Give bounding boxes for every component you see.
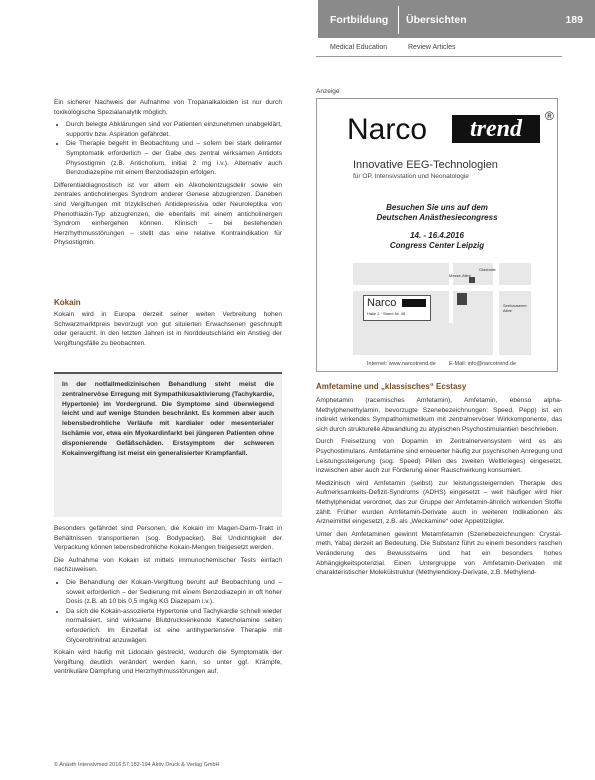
differential-paragraph: Differentialdiagnostisch ist vor allem ein Alkoholentzugsdelir sowie ein zentrales anticholinerges Syndrom anderer Genese abzugrenzen. Daneben sind Vergiftungen mit trizyklischen Antidepressiva oder Neuroleptika von Phenothiazin-Typ abzugrenzen, die ebenfalls mit einem anticholinergen Syndrom einhergehen können. Klinisch – bei bestehenden Herzrhythmusstörungen – stellt das eine relative Kontraindikation für Physostigmin. (54, 181, 282, 247)
ad-visit-line1: Besuchen Sie uns auf dem (386, 203, 488, 212)
logo-badge: trend (452, 115, 540, 143)
narcotrend-logo (347, 109, 554, 149)
right-column (316, 396, 562, 581)
amfetamine-paragraph-3: Medizinisch wird Amfetamin (selbst) zur leistungssteigernden Therapie des Aufmerksamkeits-Defizit-Syndroms (ADHS) eingesetzt – weit häufiger wird hier Methylphenidat verordnet, das zur Gruppe der Amfetamin-ähnlich wirkenden Stoffe zählt. Früher wurden Amfetamin-Derivate auch in weiteren Indikationen als Arzneimittel eingesetzt, z.B. als „Weckamine“ oder Appetitzügler. (316, 479, 562, 526)
bullet-list-2 (54, 578, 282, 645)
subheader-right: Review Articles (408, 44, 456, 51)
map-label: Seehausener Allee (503, 303, 527, 313)
subheader-left: Medical Education (330, 44, 388, 51)
kokain-heading: Kokain (54, 298, 81, 307)
header-section-uebersichten: Übersichten (406, 14, 467, 26)
page-header (318, 0, 595, 38)
left-column-top (54, 98, 282, 251)
map-road (353, 285, 531, 291)
header-section-fortbildung: Fortbildung (330, 14, 389, 26)
page-footer: © Anästh Intensivmed 2016;57:182-194 Aktiv Druck & Verlag GmbH (54, 762, 220, 768)
ad-email: E-Mail: info@narcotrend.de (449, 361, 517, 367)
intro-paragraph: Ein sicherer Nachweis der Aufnahme von Tropanalkaloiden ist nur durch toxikologische Spezialanalytik möglich. (54, 99, 282, 116)
map-road (449, 263, 453, 323)
highlight-box-text: In der notfallmedizinischen Behandlung steht meist die zentralnervöse Erregung mit Sympathikusaktivierung (Tachykardie, Hypertonie) im Vordergrund. Die Symptome sind überwiegend leicht und auf wenige Stunden beschränkt. Es kommen aber auch lebensbedrohliche Verläufe mit kardialer oder mesenterialer Ischämie vor, etwa ein Myokardinfarkt bei jüngeren Patienten ohne disponierende Gefäßschäden. Erstsymptom der schweren Kokainvergiftung ist meist ein generalisierter Krampfanfall. (62, 381, 274, 457)
venue-map (353, 263, 531, 355)
amfetamine-paragraph-2: Durch Freisetzung von Dopamin im Zentralnervensystem wird es als Psychostimulans. Amfetamine sind erneuerter häufig zur psychischen Anregung und Leistungssteigerung (sog. Speed) Pillen des zweiten Weltkrieges) eingesetzt, inzwischen aber auch zur Förderung einer Rauschwirkung konsumiert. (316, 438, 562, 475)
map-label: Glashalle (479, 267, 496, 272)
left-column-bottom (54, 524, 282, 680)
bodypacker-paragraph: Besonders gefährdet sind Personen, die Kokain im Magen-Darm-Trakt in Behältnissen transportieren (sog. Bodypacker). Bei Undichtigkeit der Verpackung können lebensbedrohliche Kokain-Mengen freigesetzt werden. (54, 525, 282, 552)
venue-marker (457, 293, 467, 305)
advertisement[interactable] (316, 98, 558, 372)
lidocain-paragraph: Kokain wird häufig mit Lidocain gestreckt, wodurch die Symptomatik der Vergiftung deutlich verändert werden kann, so unter ggf. Krämpfe, ventrikuläre Dämpfung und Herzrhythmusstörungen auf. (54, 649, 282, 676)
map-label: Messe-Allee (449, 273, 472, 278)
ad-internet: Internet: www.narcotrend.de (367, 361, 436, 367)
ad-label: Anzeige (316, 88, 340, 95)
amfetamine-heading: Amfetamine und „klassisches“ Ecstasy (316, 382, 467, 391)
ad-dates: 14. - 16.4.2016 (410, 231, 464, 240)
bullet-item: • Da sich die Kokain-assoziierte Hypertonie und Tachykardie schnell wieder normalisiert, sind wirksame Blutdrucksenkende Katecholamine selten erforderlich. Im Einzelfall ist eine antihypertensive Therapie mit Glyceroltrinitrat anzuwägen. (66, 607, 282, 645)
ad-venue: Congress Center Leipzig (389, 241, 485, 250)
kokain-text: Kokain wird in Europa derzeit seiner weiten Verbreitung hohen Schwarzmarktpreis bevorzugt von gut situierten Erwachsenen geschnupft oder geraucht. In den letzten Jahren ist in Norddeutschland ein Anstieg der Vergiftungsfälle zu beobachten. (54, 311, 282, 347)
map-road (493, 263, 499, 355)
ad-visit-line2: Deutschen Anästhesiecongress (376, 213, 498, 222)
subheader-rule (316, 56, 562, 57)
test-paragraph: Die Aufnahme von Kokain ist mittels immunochemischer Tests einfach nachzuweisen. (54, 556, 282, 574)
header-divider (398, 6, 399, 34)
highlight-box (54, 372, 282, 517)
ad-subtagline: für OP, Intensivstation und Neonatologie (353, 173, 469, 180)
bullet-item: • Die Therapie begeht in Beobachtung und – sofern bei stark deliranter Symptomatik erforderlich – der Gabe des zentral wirksamen Antidots Physostigmin (z.B. Anticholium, initial 2 mg i.v.). Alternativ auch Benzodiazepine mit einem Benzodiazepin erfolgen. (66, 139, 282, 177)
registered-mark: ® (545, 109, 554, 123)
bullet-list-1 (54, 120, 282, 178)
bullet-item: • Durch belegte Abklärungen sind vor Patienten einzunehmen unabgeklärt, supportiv bzw. Aspiration gefährdet. (66, 120, 282, 139)
map-logo-badge (402, 299, 426, 307)
amfetamine-paragraph-1: Amphetamin (racemisches Amfetamin), Amfetamin, ebenso alpha-Methylphenethylamin, bevorzugte Szenebezeichnungen: Speed, Pepp) ist ein indirekt wirkendes Sympathomimetikum mit zentralnervöser Wirkkomponente, das sich durch strukturelle Abwandlung zu atypischen Psychostimulantien beschrieben. (316, 397, 562, 433)
bullet-item: • Die Behandlung der Kokain-Vergiftung beruht auf Beobachtung und – soweit erforderlich – der Sedierung mit einem Benzodiazepin in oft hoher Dosis (z.B. ab 10 bis 0,5 mg/kg KG Diazepam i.v.). (66, 578, 282, 607)
map-logo (363, 295, 431, 321)
logo-text: Narco (347, 113, 428, 146)
map-address: Halle 2 · Stand Nr. 48 (367, 311, 406, 316)
map-logo-text: Narco (367, 297, 397, 309)
amfetamine-paragraph-4: Unter den Amfetaminen gewinnt Metamfetamin (Szenebezeichnungen: Crystal-meth, Yaba) derzeit an Bedeutung. Die Substanz führt zu einem besonders raschen Veränderung des Bewusstseins und hat ein besonders hohes Abhängigkeitspotenzial. Einen Untergruppe von Amfetamin-Derivaten mit charakteristischer Molekülstruktur (Methylendioxy-Derivate, z.B. Methylend- (316, 530, 562, 577)
ad-tagline: Innovative EEG-Technologien (353, 159, 498, 171)
page-number: 189 (565, 14, 583, 26)
